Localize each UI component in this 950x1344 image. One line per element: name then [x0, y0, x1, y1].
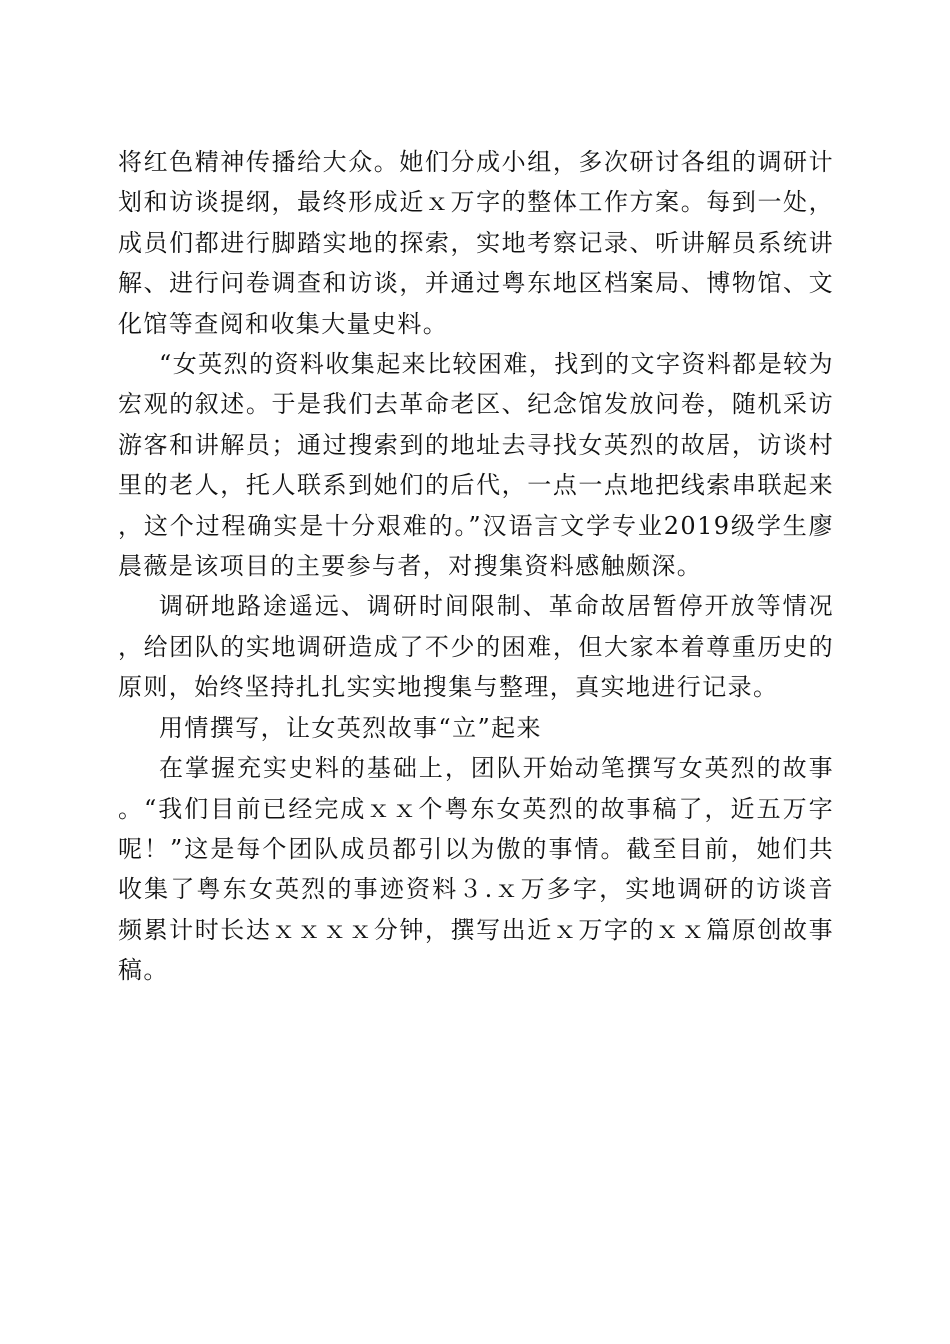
- section-heading: 用情撰写，让女英烈故事“立”起来: [159, 713, 542, 742]
- document-body: [118, 142, 834, 991]
- paragraph-story-writing: 在掌握充实史料的基础上，团队开始动笔撰写女英烈的故事。“我们目前已经完成ｘｘ个粤东女英烈的故事稿了，近五万字呢！”这是每个团队成员都引以为傲的事情。截至目前，她们共收集了粤东女英烈的事迹资料３.ｘ万多字，实地调研的访谈音频累计时长达ｘｘｘｘ分钟，撰写出近ｘ万字的ｘｘ篇原创故事稿。: [118, 754, 834, 985]
- paragraph-material-collection: “女英烈的资料收集起来比较困难，找到的文字资料都是较为宏观的叙述。于是我们去革命老区、纪念馆发放问卷，随机采访游客和讲解员；通过搜索到的地址去寻找女英烈的故居，访谈村里的老人，托人联系到她们的后代，一点一点地把线索串联起来，这个过程确实是十分艰难的。”汉语言文学专业2019级学生廖晨薇是该项目的主要参与者，对搜集资料感触颇深。: [118, 350, 834, 581]
- paragraph-research-difficulties: 调研地路途遥远、调研时间限制、革命故居暂停开放等情况，给团队的实地调研造成了不少的困难，但大家本着尊重历史的原则，始终坚持扎扎实实地搜集与整理，真实地进行记录。: [118, 592, 834, 702]
- paragraph-red-spirit: 将红色精神传播给大众。她们分成小组，多次研讨各组的调研计划和访谈提纲，最终形成近ｘ万字的整体工作方案。每到一处，成员们都进行脚踏实地的探索，实地考察记录、听讲解员系统讲解、进行问卷调查和访谈，并通过粤东地区档案局、博物馆、文化馆等查阅和收集大量史料。: [118, 148, 834, 338]
